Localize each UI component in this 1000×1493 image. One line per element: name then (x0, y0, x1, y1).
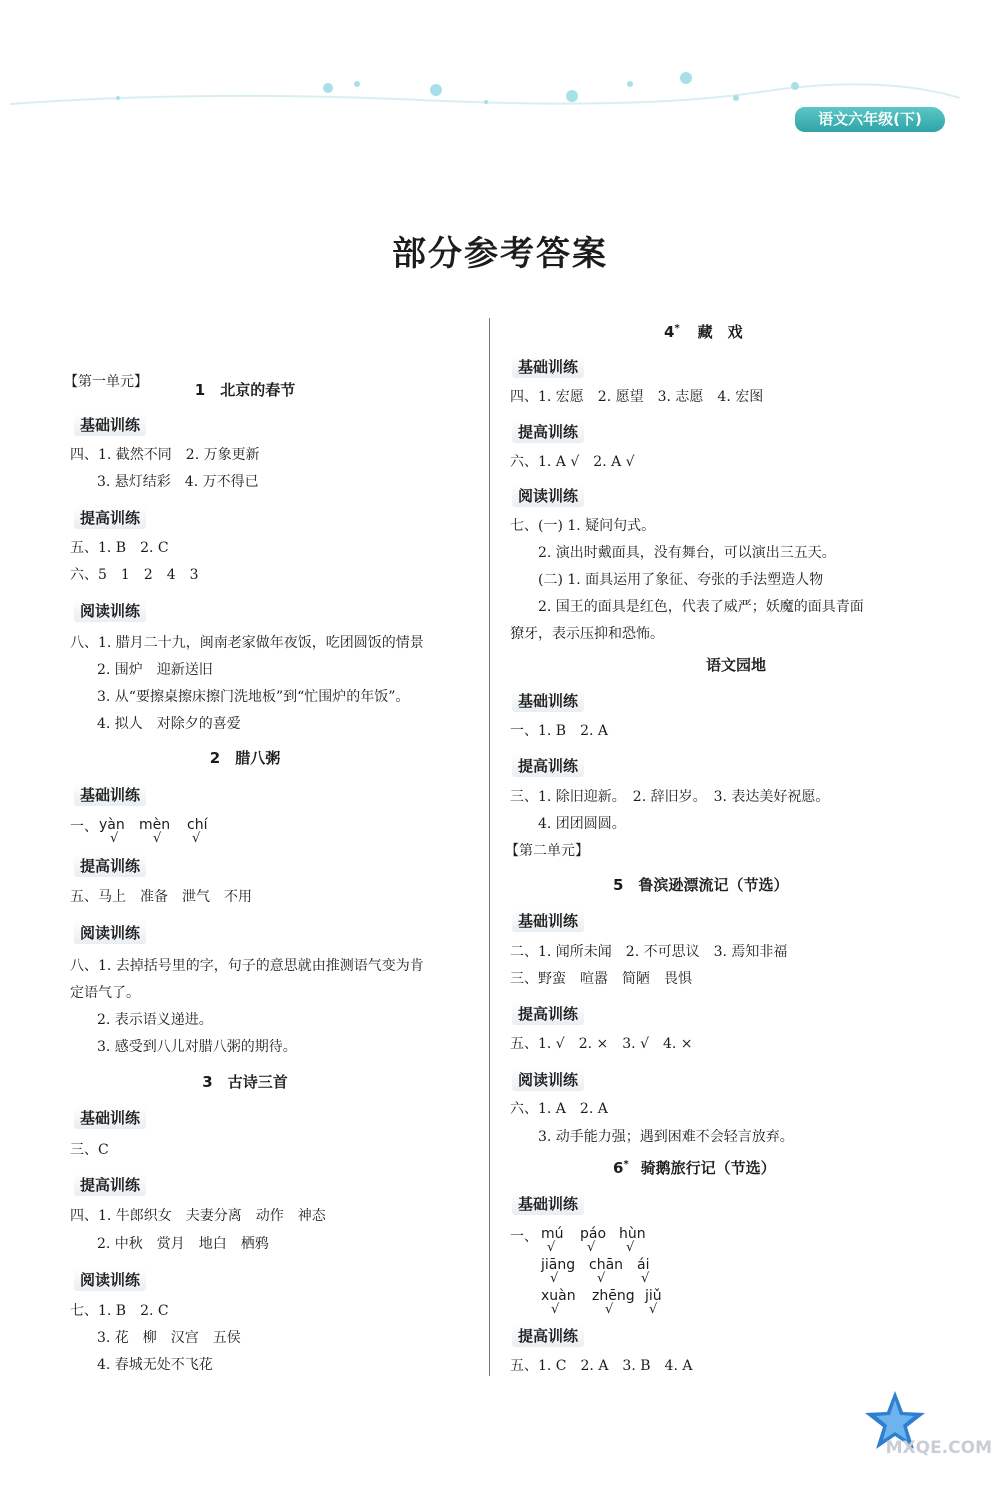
column-divider (489, 318, 490, 1376)
answer-line: 四、1. 宏愿 2. 愿望 3. 志愿 4. 宏图 (510, 389, 764, 405)
label-basic-training: 基础训练 (512, 909, 584, 932)
section-title (664, 321, 743, 342)
answer-line: 七、1. B 2. C (70, 1303, 169, 1319)
unit-heading: 【第一单元】 (64, 374, 148, 390)
check-mark: √ (551, 1302, 560, 1317)
section-number: 6 (613, 1159, 624, 1177)
check-mark: √ (641, 1271, 650, 1286)
check-mark: √ (626, 1240, 635, 1255)
answer-prefix: 一、 (510, 1229, 538, 1245)
label-basic-training: 基础训练 (74, 783, 146, 806)
answer-line: 三、野蛮 喧嚣 简陋 畏惧 (510, 971, 692, 987)
answer-line: 一、1. B 2. A (510, 723, 609, 739)
page-title: 部分参考答案 (392, 234, 608, 274)
pinyin: jiǔ (645, 1288, 662, 1304)
check-mark: √ (587, 1240, 596, 1255)
answer-line: 3. 花 柳 汉宫 五侯 (97, 1330, 241, 1346)
answer-line: 八、1. 去掉括号里的字，句子的意思就由推测语气变为肯 (70, 958, 424, 974)
pinyin: zhēng (592, 1288, 635, 1304)
pinyin: jiāng (541, 1257, 576, 1273)
pinyin: xuàn (541, 1288, 576, 1304)
answer-line: 二、1. 闻所未闻 2. 不可思议 3. 焉知非福 (510, 944, 788, 960)
answer-line: 五、1. B 2. C (70, 540, 169, 556)
unit-heading: 【第二单元】 (505, 843, 589, 859)
pinyin: mèn (139, 817, 171, 833)
answer-prefix: 一、 (70, 819, 98, 835)
answer-line: 4. 拟人 对除夕的喜爱 (97, 716, 241, 732)
label-reading-training: 阅读训练 (74, 921, 146, 944)
answer-line: 六、1. A 2. A (510, 1101, 608, 1117)
answer-line: 2. 演出时戴面具，没有舞台，可以演出三五天。 (538, 545, 836, 561)
pinyin: yàn (99, 817, 125, 833)
check-mark: √ (605, 1302, 614, 1317)
answer-line: 3. 感受到八儿对腊八粥的期待。 (97, 1039, 297, 1055)
label-improve-training: 提高训练 (512, 1002, 584, 1025)
answer-line: 五、1. C 2. A 3. B 4. A (510, 1358, 693, 1374)
check-mark: √ (110, 831, 119, 846)
label-improve-training: 提高训练 (512, 754, 584, 777)
section-title: 1 北京的春节 (194, 381, 296, 399)
answer-line: (二) 1. 面具运用了象征、夸张的手法塑造人物 (538, 572, 824, 588)
check-mark: √ (153, 831, 162, 846)
section-number: 4 (664, 323, 675, 341)
label-improve-training: 提高训练 (74, 854, 146, 877)
section-title: 2 腊八粥 (209, 749, 281, 767)
pinyin: chān (589, 1257, 624, 1273)
answer-line: 四、1. 截然不同 2. 万象更新 (70, 447, 260, 463)
answer-line: 2. 中秋 赏月 地白 栖鸦 (97, 1236, 269, 1252)
section-mark: * (623, 1159, 629, 1170)
grade-badge: 语文六年级(下) (795, 107, 945, 132)
label-basic-training: 基础训练 (512, 1192, 584, 1215)
answer-line: 獠牙，表示压抑和恐怖。 (510, 626, 664, 642)
watermark: MXQE.COM (885, 1438, 992, 1458)
answer-line: 六、1. A √ 2. A √ (510, 454, 635, 470)
answer-line: 三、C (70, 1142, 109, 1158)
label-reading-training: 阅读训练 (512, 1068, 584, 1091)
check-mark: √ (192, 831, 201, 846)
answer-line: 定语气了。 (70, 985, 140, 1001)
label-basic-training: 基础训练 (512, 689, 584, 712)
answer-line: 五、1. √ 2. × 3. √ 4. × (510, 1036, 693, 1052)
pinyin: ái (637, 1257, 650, 1273)
label-reading-training: 阅读训练 (512, 484, 584, 507)
label-improve-training: 提高训练 (512, 420, 584, 443)
check-mark: √ (649, 1302, 658, 1317)
label-basic-training: 基础训练 (74, 1106, 146, 1129)
label-improve-training: 提高训练 (512, 1324, 584, 1347)
answer-line: 4. 春城无处不飞花 (97, 1357, 213, 1373)
label-reading-training: 阅读训练 (74, 599, 146, 622)
pinyin: hùn (619, 1226, 646, 1242)
answer-line: 4. 团团圆圆。 (538, 816, 626, 832)
label-improve-training: 提高训练 (74, 506, 146, 529)
pinyin: chí (187, 817, 208, 833)
pinyin: mú (541, 1226, 564, 1242)
check-mark: √ (597, 1271, 606, 1286)
answer-line: 三、1. 除旧迎新。 2. 辞旧岁。 3. 表达美好祝愿。 (510, 789, 830, 805)
answer-line: 四、1. 牛郎织女 夫妻分离 动作 神态 (70, 1208, 326, 1224)
answer-line: 六、5 1 2 4 3 (70, 567, 199, 583)
check-mark: √ (550, 1271, 559, 1286)
section-mark: * (674, 323, 680, 334)
answer-line: 3. 从“要擦桌擦床擦门洗地板”到“忙围炉的年饭”。 (97, 689, 410, 705)
answer-line: 3. 动手能力强；遇到困难不会轻言放弃。 (538, 1129, 794, 1145)
label-reading-training: 阅读训练 (74, 1268, 146, 1291)
answer-line: 七、(一) 1. 疑问句式。 (510, 518, 656, 534)
answer-line: 3. 悬灯结彩 4. 万不得已 (97, 474, 259, 490)
section-title: 语文园地 (706, 656, 767, 674)
section-name: 骑鹅旅行记（节选） (640, 1159, 776, 1177)
label-basic-training: 基础训练 (74, 413, 146, 436)
answer-line: 2. 围炉 迎新送旧 (97, 662, 213, 678)
answer-line: 八、1. 腊月二十九，闽南老家做年夜饭，吃团圆饭的情景 (70, 635, 424, 651)
section-title: 5 鲁滨逊漂流记（节选） (613, 876, 789, 894)
answer-line: 2. 表示语义递进。 (97, 1012, 213, 1028)
section-title (613, 1157, 776, 1178)
check-mark: √ (547, 1240, 556, 1255)
section-title: 3 古诗三首 (202, 1073, 288, 1091)
label-improve-training: 提高训练 (74, 1173, 146, 1196)
pinyin: páo (580, 1226, 607, 1242)
label-basic-training: 基础训练 (512, 355, 584, 378)
answer-line: 五、马上 准备 泄气 不用 (70, 889, 252, 905)
answer-line: 2. 国王的面具是红色，代表了威严；妖魔的面具青面 (538, 599, 864, 615)
section-name: 藏 戏 (697, 323, 743, 341)
